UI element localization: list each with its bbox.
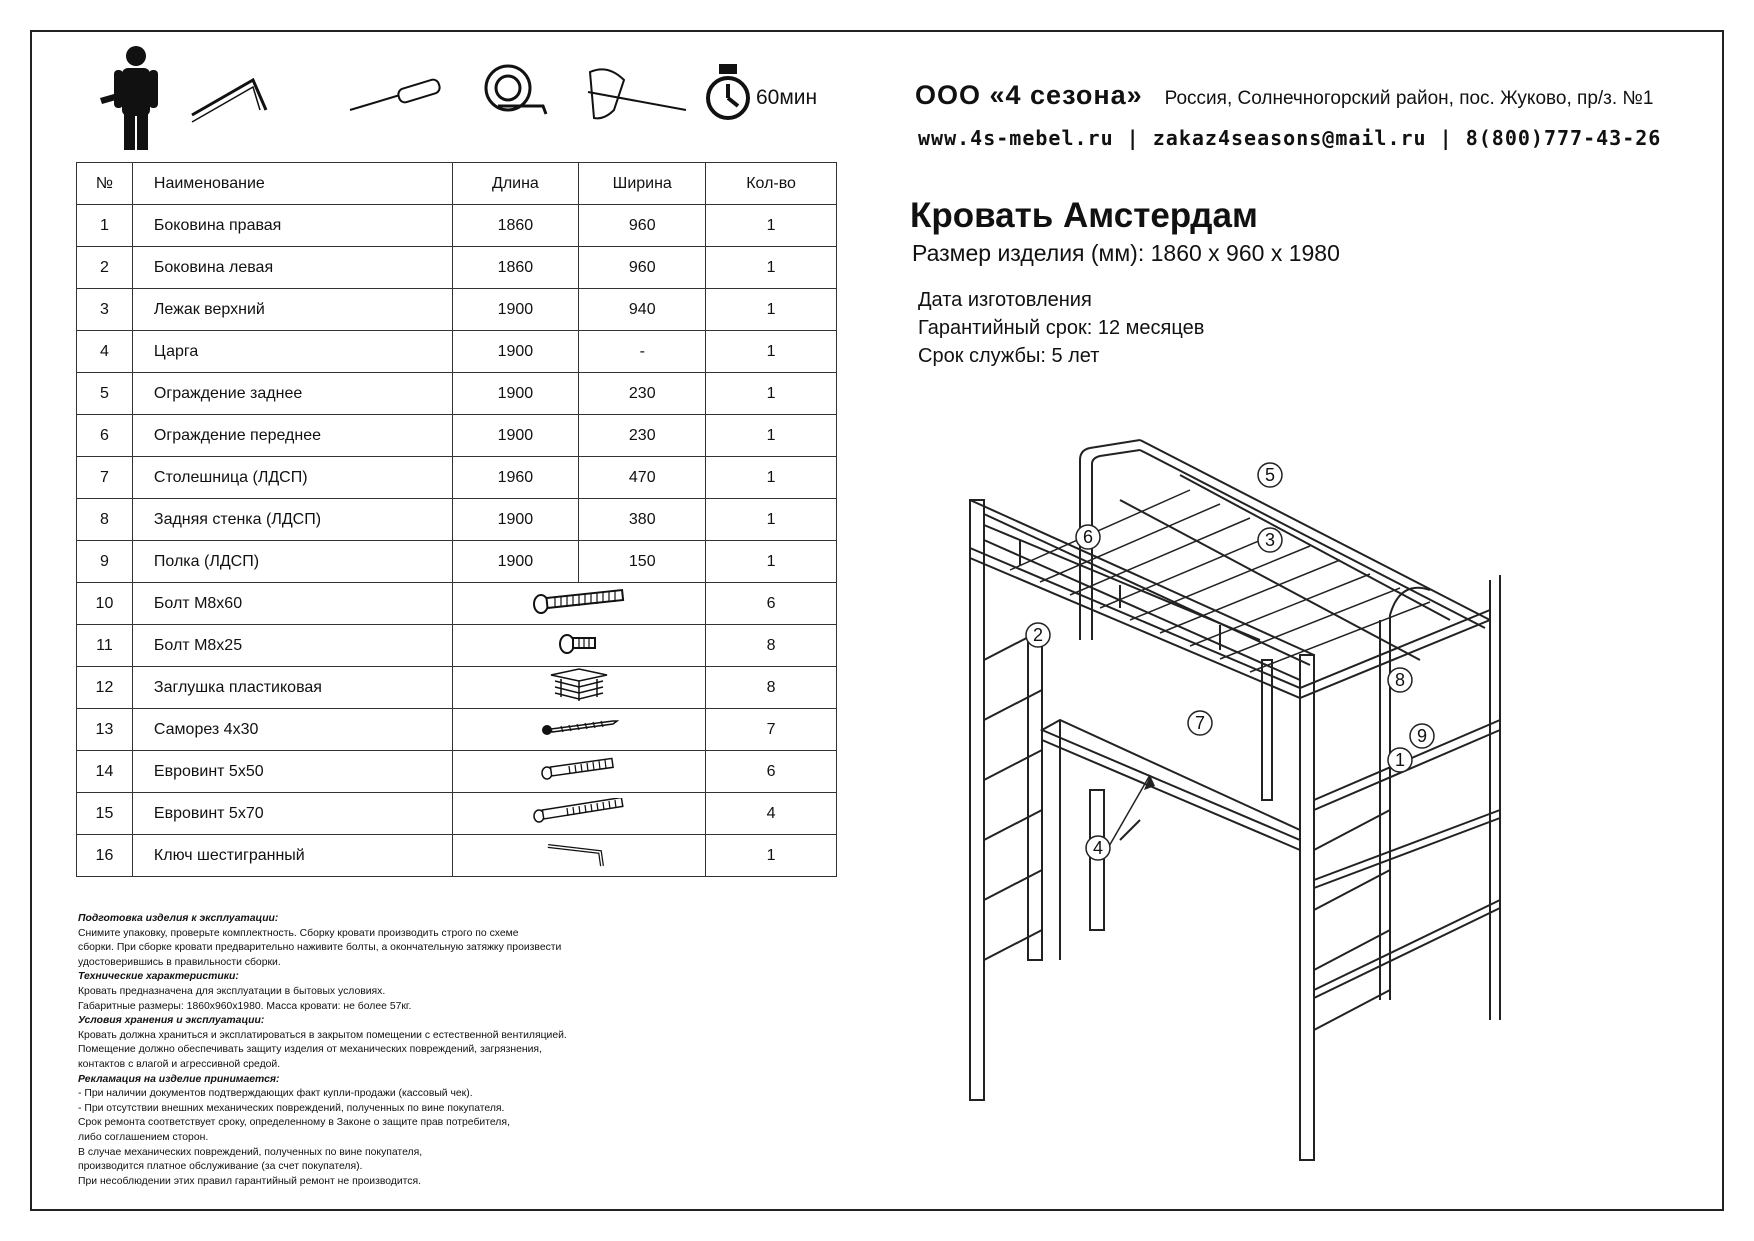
row-width: 380: [579, 499, 706, 541]
notes-line: Снимите упаковку, проверьте комплектность. Сборку кровати производить строго по схеме: [78, 927, 519, 939]
table-row: [77, 247, 837, 289]
notes-line: сборки. При сборке кровати предварительно наживите болты, а окончательную затяжку произвести: [78, 942, 562, 954]
bolt-short-icon: [452, 625, 706, 667]
row-qty: 1: [706, 457, 837, 499]
row-name: Ограждение переднее: [132, 415, 452, 457]
row-qty: 1: [706, 415, 837, 457]
notes-heading: Подготовка изделия к эксплуатации:: [78, 913, 279, 924]
stopwatch-icon: [708, 66, 748, 118]
plastic-cap-icon: [452, 667, 706, 709]
euroscrew-long-icon: [452, 793, 706, 835]
table-row: [77, 457, 837, 499]
diagram-label: 2: [1032, 625, 1044, 645]
hammer-icon: [588, 69, 686, 118]
table-row: [77, 205, 837, 247]
header-name: Наименование: [132, 163, 452, 205]
row-length: 1960: [452, 457, 579, 499]
table-row: [77, 709, 837, 751]
row-qty: 6: [706, 583, 837, 625]
row-qty: 1: [706, 373, 837, 415]
row-width: 960: [579, 247, 706, 289]
row-number: 15: [77, 793, 133, 835]
row-qty: 8: [706, 625, 837, 667]
notes-line: В случае механических повреждений, полученных по вине покупателя,: [78, 1146, 423, 1158]
row-name: Ключ шестигранный: [132, 835, 452, 877]
row-width: 230: [579, 373, 706, 415]
notes-line: - При наличии документов подтверждающих факт купли-продажи (кассовый чек).: [78, 1088, 473, 1100]
row-length: 1860: [452, 205, 579, 247]
row-name: Евровинт 5х70: [132, 793, 452, 835]
row-width: 150: [579, 541, 706, 583]
row-qty: 4: [706, 793, 837, 835]
row-qty: 1: [706, 205, 837, 247]
table-header-row: [77, 163, 837, 205]
row-qty: 1: [706, 331, 837, 373]
row-number: 1: [77, 205, 133, 247]
diagram-label: 6: [1082, 527, 1094, 547]
tape-measure-icon: [486, 66, 546, 114]
notes-line: контактов с влагой и агрессивной средой.: [78, 1058, 281, 1070]
row-qty: 7: [706, 709, 837, 751]
row-qty: 1: [706, 835, 837, 877]
notes-line: производится платное обслуживание (за счет покупателя).: [78, 1161, 363, 1173]
table-row: [77, 541, 837, 583]
row-length: 1900: [452, 331, 579, 373]
row-number: 5: [77, 373, 133, 415]
diagram-label: 9: [1416, 726, 1428, 746]
row-name: Болт М8х60: [132, 583, 452, 625]
usage-notes: [78, 912, 758, 1189]
person-icon: [100, 46, 158, 150]
diagram-label: 5: [1264, 465, 1276, 485]
row-length: 1900: [452, 499, 579, 541]
table-row: [77, 331, 837, 373]
row-qty: 1: [706, 289, 837, 331]
row-name: Заглушка пластиковая: [132, 667, 452, 709]
row-length: 1900: [452, 289, 579, 331]
bed-assembly-diagram: [960, 430, 1600, 1170]
bolt-long-icon: [452, 583, 706, 625]
diagram-label: 3: [1264, 530, 1276, 550]
table-row: [77, 499, 837, 541]
product-meta: [918, 286, 1204, 370]
row-name: Лежак верхний: [132, 289, 452, 331]
company-header: [915, 80, 1653, 111]
row-width: 470: [579, 457, 706, 499]
row-number: 10: [77, 583, 133, 625]
header-width: Ширина: [579, 163, 706, 205]
row-length: 1900: [452, 541, 579, 583]
notes-line: Габаритные размеры: 1860х960х1980. Масса кровати: не более 57кг.: [78, 1000, 412, 1012]
diagram-label: 8: [1394, 670, 1406, 690]
notes-line: либо соглашением сторон.: [78, 1131, 209, 1143]
row-number: 11: [77, 625, 133, 667]
notes-line: Кровать должна храниться и эксплатироваться в закрытом помещении с естественной вентиляцией.: [78, 1029, 567, 1041]
assembly-time: 60мин: [756, 86, 818, 109]
row-qty: 1: [706, 247, 837, 289]
row-number: 8: [77, 499, 133, 541]
diagram-label: 4: [1092, 838, 1104, 858]
product-size: Размер изделия (мм): 1860 х 960 х 1980: [912, 240, 1340, 266]
product-title: Кровать Амстердам: [910, 196, 1258, 235]
row-qty: 1: [706, 541, 837, 583]
warranty: Гарантийный срок: 12 месяцев: [918, 317, 1205, 339]
row-width: 230: [579, 415, 706, 457]
row-number: 3: [77, 289, 133, 331]
company-name: ООО «4 сезона»: [915, 80, 1143, 110]
notes-line: - При отсутствии внешних механических повреждений, полученных по вине покупателя.: [78, 1102, 505, 1114]
table-row: [77, 289, 837, 331]
parts-table: [76, 162, 837, 877]
row-name: Полка (ЛДСП): [132, 541, 452, 583]
row-name: Боковина левая: [132, 247, 452, 289]
row-number: 13: [77, 709, 133, 751]
row-name: Болт М8х25: [132, 625, 452, 667]
notes-heading: Рекламация на изделие принимается:: [78, 1073, 280, 1085]
diagram-label: 7: [1194, 713, 1206, 733]
table-row: [77, 835, 837, 877]
hex-key-icon: [452, 835, 706, 877]
table-row: [77, 751, 837, 793]
euroscrew-short-icon: [452, 751, 706, 793]
table-row: [77, 793, 837, 835]
table-row: [77, 583, 837, 625]
row-number: 4: [77, 331, 133, 373]
manufacture-date: Дата изготовления: [918, 289, 1092, 311]
notes-line: удостоверившись в правильности сборки.: [78, 956, 281, 968]
table-row: [77, 373, 837, 415]
row-name: Саморез 4х30: [132, 709, 452, 751]
row-name: Задняя стенка (ЛДСП): [132, 499, 452, 541]
header-length: Длина: [452, 163, 579, 205]
row-number: 9: [77, 541, 133, 583]
row-qty: 6: [706, 751, 837, 793]
table-row: [77, 415, 837, 457]
row-length: 1900: [452, 415, 579, 457]
row-name: Ограждение заднее: [132, 373, 452, 415]
row-name: Столешница (ЛДСП): [132, 457, 452, 499]
row-number: 6: [77, 415, 133, 457]
company-contacts: www.4s-mebel.ru | zakaz4seasons@mail.ru | 8(800)777-43-26: [918, 126, 1662, 150]
notes-line: Кровать предназначена для эксплуатации в бытовых условиях.: [78, 985, 386, 997]
row-width: -: [579, 331, 706, 373]
company-address: Россия, Солнечногорский район, пос. Жуково, пр/з. №1: [1164, 88, 1654, 109]
row-width: 960: [579, 205, 706, 247]
row-length: 1900: [452, 373, 579, 415]
row-name: Царга: [132, 331, 452, 373]
row-name: Евровинт 5х50: [132, 751, 452, 793]
screwdriver-icon: [350, 78, 441, 110]
hex-key-tool-icon: [192, 80, 266, 122]
tools-strip: [88, 40, 848, 150]
header-qty: Кол-во: [706, 163, 837, 205]
self-tapping-screw-icon: [452, 709, 706, 751]
row-name: Боковина правая: [132, 205, 452, 247]
notes-heading: Технические характеристики:: [78, 971, 239, 983]
diagram-label: 1: [1394, 750, 1406, 770]
row-qty: 1: [706, 499, 837, 541]
row-length: 1860: [452, 247, 579, 289]
row-number: 12: [77, 667, 133, 709]
notes-line: Помещение должно обеспечивать защиту изделия от механических повреждений, загрязнения,: [78, 1044, 542, 1056]
row-width: 940: [579, 289, 706, 331]
row-number: 7: [77, 457, 133, 499]
row-number: 16: [77, 835, 133, 877]
header-number: №: [77, 163, 133, 205]
row-qty: 8: [706, 667, 837, 709]
notes-heading: Условия хранения и эксплуатации:: [78, 1015, 265, 1027]
table-row: [77, 667, 837, 709]
notes-line: Срок ремонта соответствует сроку, определенному в Законе о защите прав потребителя,: [78, 1117, 510, 1129]
service-life: Срок службы: 5 лет: [918, 345, 1100, 367]
table-row: [77, 625, 837, 667]
row-number: 2: [77, 247, 133, 289]
notes-line: При несоблюдении этих правил гарантийный ремонт не производится.: [78, 1175, 422, 1187]
row-number: 14: [77, 751, 133, 793]
